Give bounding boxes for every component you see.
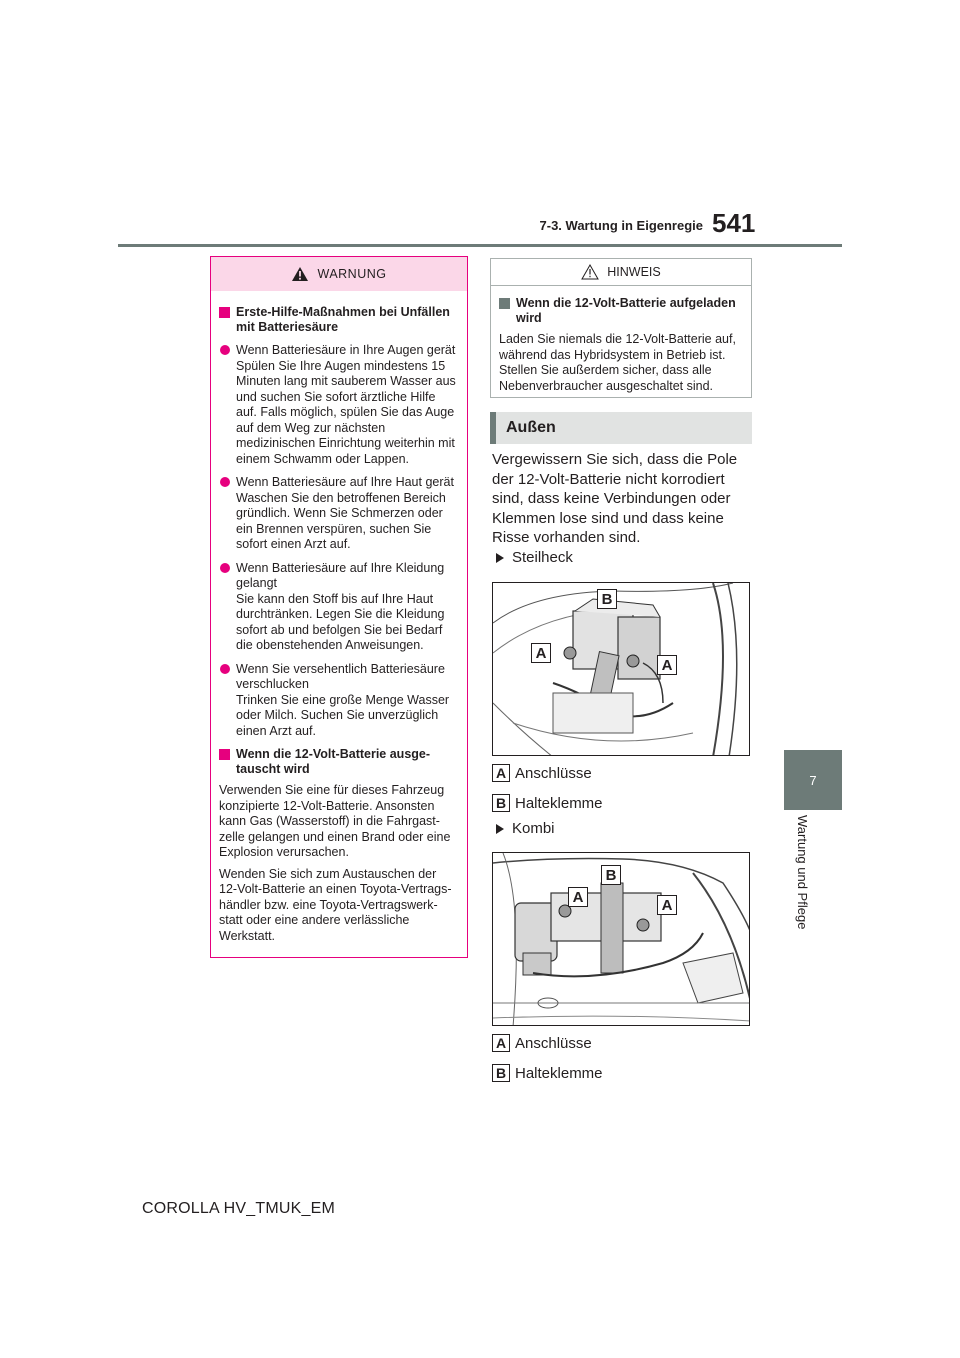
warning-paragraph: Wenden Sie sich zum Austauschen der 12-Volt-Batterie an einen Toyota-Vertrags- händler bzw. eine Toyota-Vertragswerk- statt oder eine andere verlässliche Werkstatt. [219, 866, 452, 943]
figure-label: B [597, 589, 617, 609]
bullet-text: Spülen Sie Ihre Augen mindestens 15 Minuten lang mit sauberem Wasser aus und suchen Sie sofort ärztliche Hilfe auf. Falls möglich, spülen Sie das Auge auf dem Weg zur nächsten medizinischen Einrichtung weiterhin mit einem Schwamm oder Lappen. [236, 358, 456, 466]
legend-text: Anschlüsse [515, 764, 592, 782]
variant-heading [496, 549, 573, 566]
heading-text: Wenn die 12-Volt-Batterie aufgeladen wird [516, 296, 736, 325]
note-text: Laden Sie niemals die 12-Volt-Batterie auf, während das Hybridsystem in Betrieb ist. Stellen Sie außerdem sicher, dass alle Nebenverbraucher ausgeschaltet sind. [499, 332, 736, 393]
section-title-bar [490, 412, 752, 444]
legend-item [492, 1064, 603, 1082]
warning-section-heading [219, 305, 457, 335]
note-title: HINWEIS [607, 265, 661, 279]
square-bullet-icon [499, 298, 510, 309]
square-bullet-icon [219, 749, 230, 760]
legend-item [492, 1034, 592, 1052]
caution-triangle-icon [581, 264, 599, 280]
heading-text: Erste-Hilfe-Maßnahmen bei Unfällen mit Batteriesäure [236, 305, 450, 334]
warning-title: WARNUNG [317, 267, 387, 281]
warning-header [211, 257, 467, 291]
header-section-title: 7-3. Wartung in Eigenregie [539, 218, 703, 233]
bullet-text: Waschen Sie den betroffenen Bereich gründlich. Wenn Sie Schmerzen oder ein Brennen verspüren, suchen Sie sofort einen Arzt auf. [236, 490, 446, 551]
legend-item [492, 794, 603, 812]
section-title: Außen [506, 419, 556, 436]
section-bar-marker [490, 412, 496, 444]
square-bullet-icon [219, 307, 230, 318]
battery-illustration [493, 853, 750, 1026]
bullet-lead: Wenn Batteriesäure auf Ihre Haut gerät [236, 475, 454, 489]
dot-bullet-icon [220, 664, 230, 674]
figure-label: B [601, 865, 621, 885]
figure-label: A [657, 655, 677, 675]
figure-label: A [657, 895, 677, 915]
bullet-lead: Wenn Sie versehentlich Batteriesäure verschlucken [236, 661, 445, 691]
legend-text: Halteklemme [515, 1064, 603, 1082]
page-number: 541 [712, 208, 756, 238]
arrow-right-icon [496, 824, 504, 834]
variant-name: Steilheck [512, 549, 573, 566]
warning-paragraph: Verwenden Sie eine für dieses Fahrzeug konzipierte 12-Volt-Batterie. Ansonsten kann Gas (Wasserstoff) in die Fahrgast- zelle gelangen und einen Brand oder eine Explosion verursachen. [219, 783, 451, 859]
warning-box [210, 256, 468, 958]
heading-text: Wenn die 12-Volt-Batterie ausge- tauscht wird [236, 747, 431, 776]
bullet-lead: Wenn Batteriesäure auf Ihre Kleidung gelangt [236, 560, 445, 590]
legend-letter: B [492, 794, 510, 812]
legend-text: Anschlüsse [515, 1034, 592, 1052]
legend-text: Halteklemme [515, 794, 603, 812]
battery-figure-kombi [492, 852, 750, 1026]
chapter-label: Wartung und Pflege [795, 815, 810, 930]
warning-bullet [219, 343, 457, 467]
warning-triangle-icon [291, 266, 309, 282]
bullet-text: Trinken Sie eine große Menge Wasser oder Milch. Suchen Sie unverzüglich einen Arzt auf. [236, 692, 450, 738]
warning-section-heading [219, 747, 457, 777]
legend-letter: A [492, 1034, 510, 1052]
dot-bullet-icon [220, 477, 230, 487]
chapter-tab: 7 [784, 750, 842, 810]
note-box [490, 258, 752, 398]
legend-letter: B [492, 1064, 510, 1082]
figure-label: A [568, 887, 588, 907]
note-heading [499, 296, 741, 326]
dot-bullet-icon [220, 345, 230, 355]
section-intro: Vergewissern Sie sich, dass die Pole der 12-Volt-Batterie nicht korrodiert sind, dass keine Verbindungen oder Klemmen lose sind und dass keine Risse vorhanden sind. [492, 451, 738, 546]
legend-letter: A [492, 764, 510, 782]
bullet-text: Sie kann den Stoff bis auf Ihre Haut durchtränken. Legen Sie die Kleidung sofort ab und befolgen Sie bei Bedarf die obenstehenden Anweisungen. [236, 591, 445, 652]
warning-bullet [219, 662, 457, 740]
note-header [491, 259, 751, 286]
variant-name: Kombi [512, 820, 555, 837]
footer-model-code: COROLLA HV_TMUK_EM [142, 1200, 335, 1217]
dot-bullet-icon [220, 563, 230, 573]
header-divider [118, 244, 842, 247]
legend-item [492, 764, 592, 782]
arrow-right-icon [496, 553, 504, 563]
figure-label: A [531, 643, 551, 663]
battery-figure-steilheck [492, 582, 750, 756]
bullet-lead: Wenn Batteriesäure in Ihre Augen gerät [236, 343, 456, 357]
battery-illustration [493, 583, 750, 756]
warning-bullet [219, 561, 457, 654]
variant-heading [496, 820, 555, 837]
warning-bullet [219, 475, 457, 553]
